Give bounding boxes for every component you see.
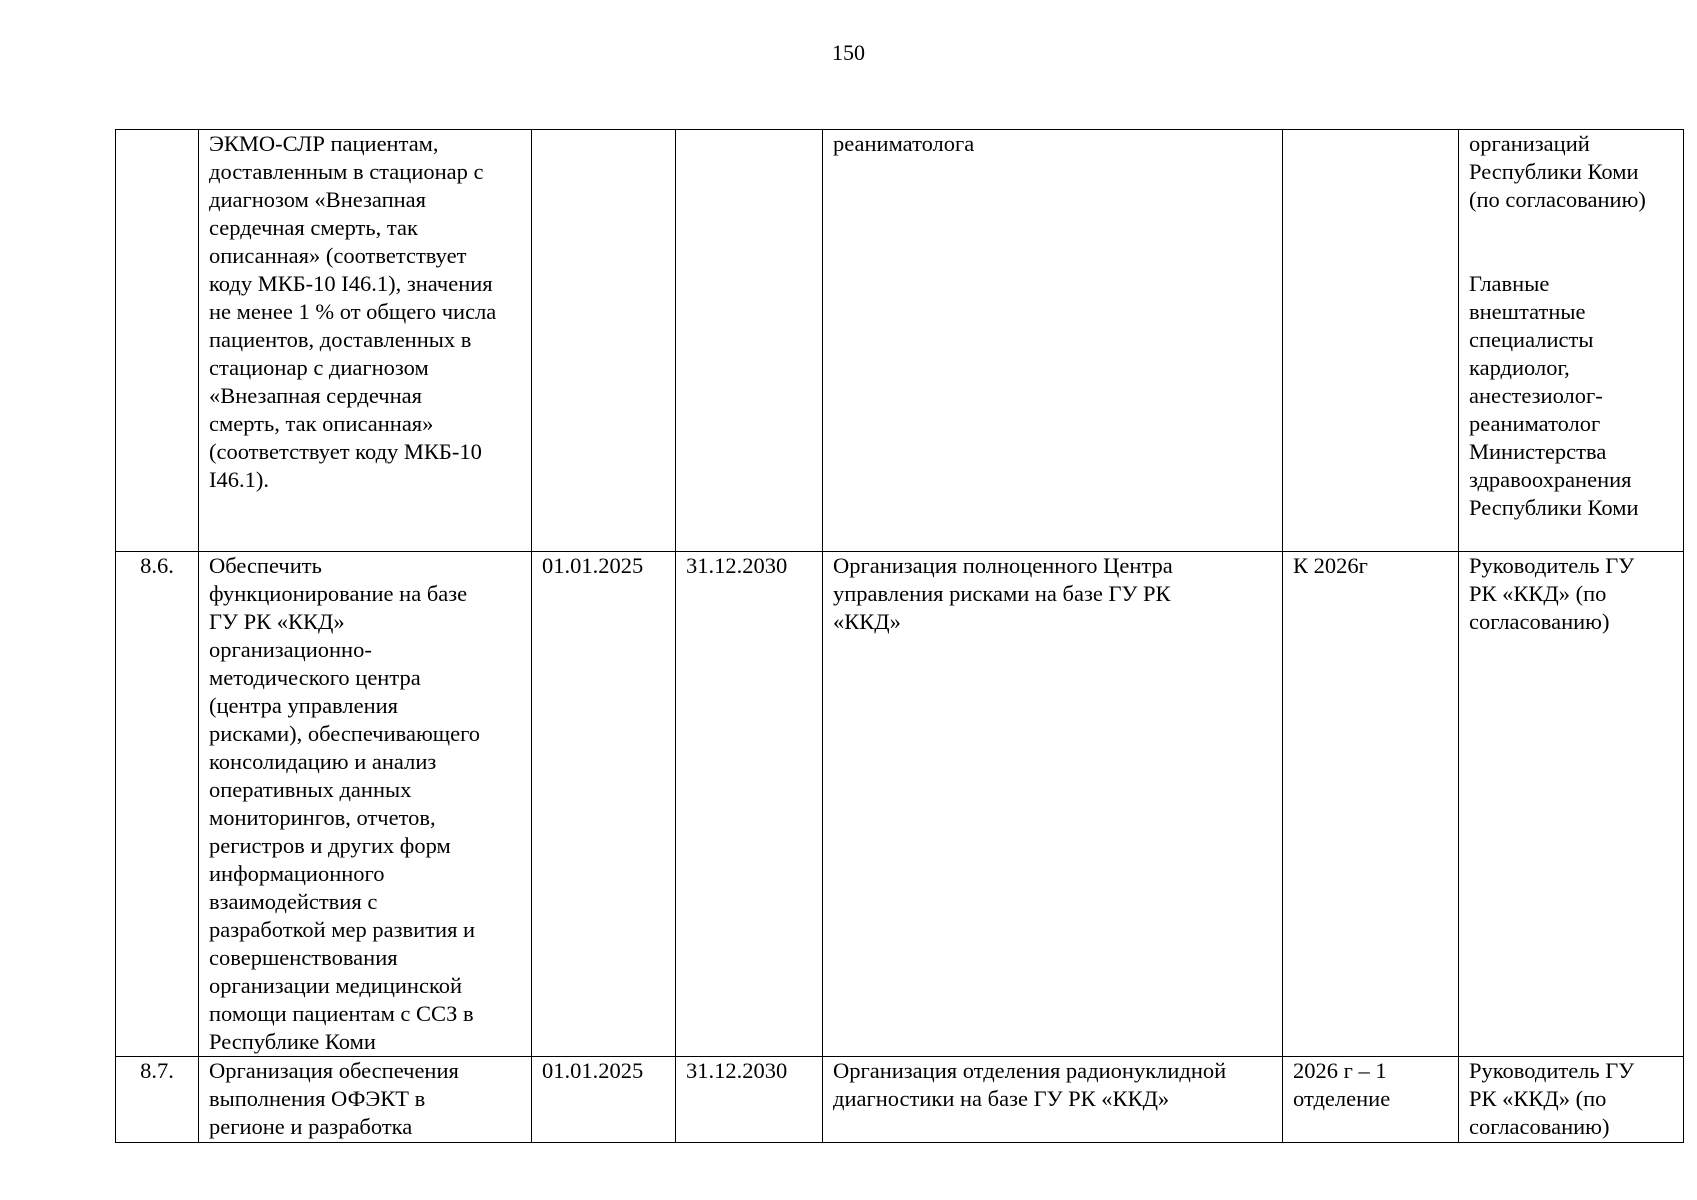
responsible-cell: Руководитель ГУ РК «ККД» (по согласованию) [1459,552,1684,1057]
activity-cell: Организация обеспечения выполнения ОФЭКТ в регионе и разработка [199,1057,532,1143]
start-date-cell: 01.01.2025 [532,552,676,1057]
responsible-cell: организаций Республики Коми (по согласованию) Главные внештатные специалисты кардиолог, анестезиолог- реаниматолог Министерства здравоохранения Республики Коми [1459,130,1684,552]
end-date-cell: 31.12.2030 [676,1057,823,1143]
end-date-cell: 31.12.2030 [676,552,823,1057]
result-cell: Организация отделения радионуклидной диагностики на базе ГУ РК «ККД» [823,1057,1283,1143]
result-cell: реаниматолога [823,130,1283,552]
end-date-cell [676,130,823,552]
start-date-cell [532,130,676,552]
table-row [116,130,1684,552]
activity-cell: ЭКМО-СЛР пациентам, доставленным в стационар с диагнозом «Внезапная сердечная смерть, так описанная» (соответствует коду МКБ-10 I46.1), значения не менее 1 % от общего числа пациентов, доставленных в стационар с диагнозом «Внезапная сердечная смерть, так описанная» (соответствует коду МКБ-10 I46.1). [199,130,532,552]
table-row [116,1057,1684,1143]
result-cell: Организация полноценного Центра управления рисками на базе ГУ РК «ККД» [823,552,1283,1057]
table-row [116,552,1684,1057]
page-number: 150 [832,40,865,65]
indicator-cell: 2026 г – 1 отделение [1283,1057,1459,1143]
activity-table [115,129,1684,1143]
indicator-cell [1283,130,1459,552]
responsible-cell: Руководитель ГУ РК «ККД» (по согласованию) [1459,1057,1684,1143]
row-number [116,130,199,552]
row-number: 8.6. [116,552,199,1057]
start-date-cell: 01.01.2025 [532,1057,676,1143]
indicator-cell: К 2026г [1283,552,1459,1057]
activity-cell: Обеспечить функционирование на базе ГУ РК «ККД» организационно- методического центра (центра управления рисками), обеспечивающего консолидацию и анализ оперативных данных мониторингов, отчетов, регистров и других форм информационного взаимодействия с разработкой мер развития и совершенствования организации медицинской помощи пациентам с ССЗ в Республике Коми [199,552,532,1057]
row-number: 8.7. [116,1057,199,1143]
